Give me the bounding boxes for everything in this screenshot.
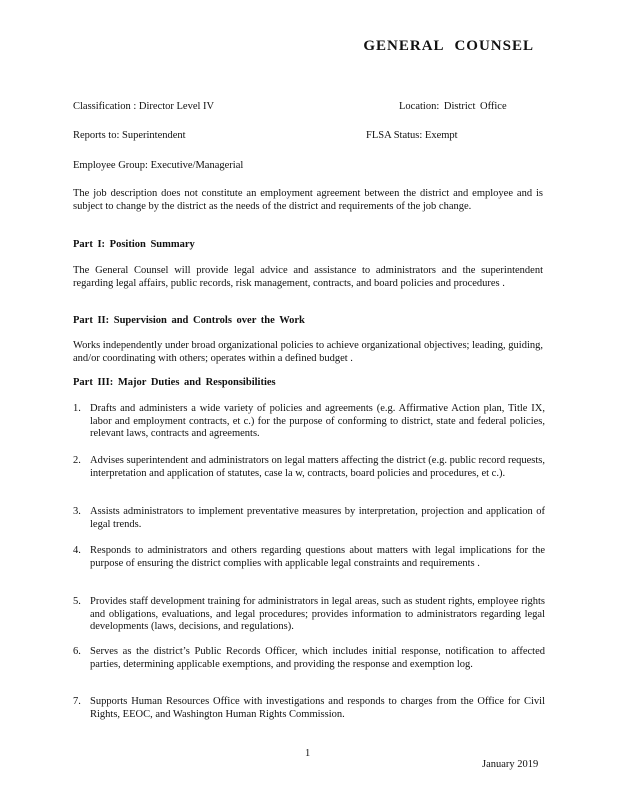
reports-to-field: Reports to: Superintendent [73,130,186,141]
duty-text: Supports Human Resources Office with investigations and responds to charges from the Office for Civil Rights, EEOC, and Washington Human Rights Commission. [90,696,545,720]
page-number: 1 [305,748,311,759]
duty-text: Provides staff development training for administrators in legal areas, such as student rights, employee rights and obligations, evaluations, and legal procedures; provides information to administrators regarding legal developments (laws, decisions, and regulations). [90,596,545,633]
duty-number: 6. [73,646,81,657]
duty-text: Drafts and administers a wide variety of policies and agreements (e.g. Affirmative Action plan, Title IX, labor and employment contracts, et c.) for the purpose of conforming to district, state and federal policies, relevant laws, contracts and agreements. [90,403,545,440]
duty-number: 2. [73,455,81,466]
duty-item [73,506,545,531]
duty-number: 5. [73,596,81,607]
duty-item [73,403,545,441]
duty-item [73,596,545,634]
classification-field: Classification : Director Level IV [73,101,215,112]
duty-item [73,646,545,671]
part1-text: The General Counsel will provide legal advice and assistance to administrators and the superintendent regarding legal affairs, public records, risk management, contracts, and board policies and procedures . [73,265,543,289]
flsa-status-field: FLSA Status: Exempt [366,130,458,141]
page-title: GENERAL COUNSEL [363,38,534,54]
duty-item [73,545,545,570]
duty-number: 7. [73,696,81,707]
part2-heading: Part II: Supervision and Controls over the Work [73,315,305,326]
employee-group-field: Employee Group: Executive/Managerial [73,160,244,171]
duty-number: 4. [73,545,81,556]
duty-text: Advises superintendent and administrators on legal matters affecting the district (e.g. public record requests, interpretation and application of statutes, case la w, contracts, board policies and procedures, et c.). [90,455,545,479]
duty-text: Responds to administrators and others regarding questions about matters with legal implications for the purpose of ensuring the district complies with applicable legal constraints and requirements . [90,545,545,569]
duty-item [73,455,545,480]
duty-number: 3. [73,506,81,517]
duty-number: 1. [73,403,81,414]
location-field: Location: District Office [399,101,507,112]
part3-heading: Part III: Major Duties and Responsibilities [73,377,276,388]
intro-paragraph: The job description does not constitute an employment agreement between the district and employee and is subject to change by the district as the needs of the district and requirements of the job change. [73,188,543,212]
part1-heading: Part I: Position Summary [73,239,195,250]
duty-text: Serves as the district’s Public Records Officer, which includes initial response, notification to affected parties, determining applicable exemptions, and providing the response and exemption log. [90,646,545,670]
footer-date: January 2019 [482,759,539,770]
duty-item [73,696,545,721]
duty-text: Assists administrators to implement preventative measures by interpretation, projection and application of legal trends. [90,506,545,530]
part2-text: Works independently under broad organizational policies to achieve organizational objectives; leading, guiding, and/or coordinating with others; operates within a defined budget . [73,340,543,364]
